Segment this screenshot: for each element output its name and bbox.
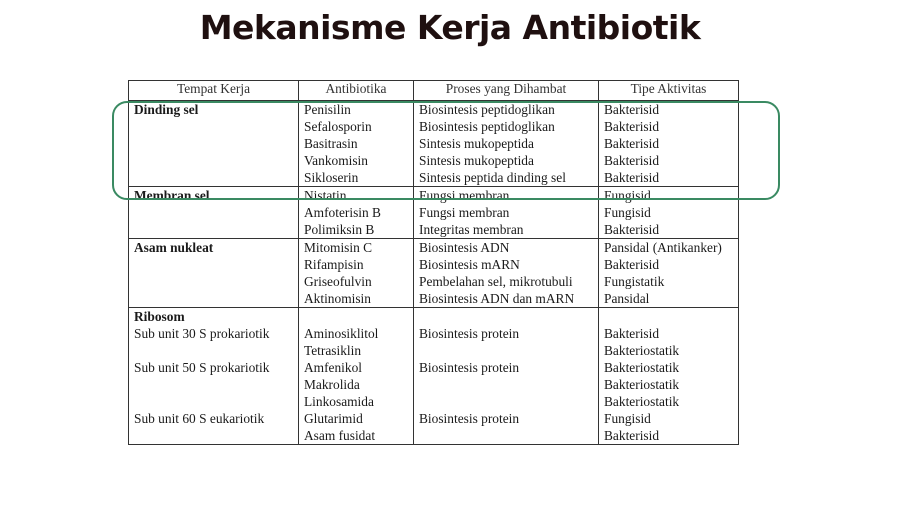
inhibited-process: Fungsi membran: [419, 188, 510, 203]
inhibited-process: [419, 393, 593, 410]
sub-unit-label: Sub unit 60 S eukariotik: [134, 411, 265, 426]
antibiotic-name: Linkosamida: [304, 394, 374, 409]
activity-cell: [599, 308, 739, 445]
activity-cell: [599, 187, 739, 239]
process-cell: [414, 101, 599, 187]
activity-type: Bakterisid: [604, 153, 660, 168]
inhibited-process: Biosintesis protein: [419, 326, 520, 341]
inhibited-process: Biosintesis protein: [419, 360, 520, 375]
inhibited-process: Biosintesis protein: [419, 411, 520, 426]
antibiotic-name: Basitrasin: [304, 136, 358, 151]
inhibited-process: Fungsi membran: [419, 205, 510, 220]
antibiotic-cell: [299, 101, 414, 187]
antibiotic-name: Rifampisin: [304, 257, 364, 272]
sub-unit-label: [134, 342, 293, 359]
header-tipe-aktivitas: Tipe Aktivitas: [599, 81, 739, 101]
antibiotic-name: Sikloserin: [304, 170, 359, 185]
activity-type: Fungisid: [604, 411, 651, 426]
antibiotic-cell: [299, 239, 414, 308]
header-tempat-kerja: Tempat Kerja: [129, 81, 299, 101]
antibiotic-name: Tetrasiklin: [304, 343, 362, 358]
process-cell: [414, 308, 599, 445]
antibiotic-name: Vankomisin: [304, 153, 368, 168]
activity-type: Bakterisid: [604, 222, 660, 237]
table-group-row: [129, 308, 739, 445]
activity-type: Bakteriostatik: [604, 377, 680, 392]
inhibited-process: Sintesis mukopeptida: [419, 153, 534, 168]
activity-type: Bakteriostatik: [604, 394, 680, 409]
antibiotic-name: Amfenikol: [304, 360, 363, 375]
activity-type: Bakterisid: [604, 257, 660, 272]
inhibited-process: Biosintesis mARN: [419, 257, 520, 272]
site-cell: [129, 308, 299, 445]
table-group-row: [129, 239, 739, 308]
inhibited-process: Biosintesis ADN dan mARN: [419, 291, 575, 306]
activity-type: Pansidal (Antikanker): [604, 240, 722, 255]
activity-type: Bakterisid: [604, 326, 660, 341]
activity-type: Fungisid: [604, 188, 651, 203]
antibiotic-name: Nistatin: [304, 188, 347, 203]
inhibited-process: [419, 427, 593, 444]
activity-cell: [599, 101, 739, 187]
inhibited-process: Biosintesis peptidoglikan: [419, 102, 555, 117]
sub-unit-label: Sub unit 50 S prokariotik: [134, 360, 270, 375]
table-header-row: [129, 81, 739, 101]
antibiotic-name: Makrolida: [304, 377, 360, 392]
activity-type: Bakterisid: [604, 170, 660, 185]
activity-type: Fungisid: [604, 205, 651, 220]
antibiotic-name: Griseofulvin: [304, 274, 372, 289]
sub-unit-label: Sub unit 30 S prokariotik: [134, 326, 270, 341]
inhibited-process: [419, 376, 593, 393]
antibiotic-name: Aminosiklitol: [304, 326, 379, 341]
activity-type: Bakterisid: [604, 102, 660, 117]
sub-unit-label: [134, 393, 293, 410]
inhibited-process: [419, 342, 593, 359]
antibiotic-name: Asam fusidat: [304, 428, 376, 443]
site-cell: [129, 239, 299, 308]
inhibited-process: Pembelahan sel, mikrotubuli: [419, 274, 573, 289]
site-name: Ribosom: [134, 309, 185, 324]
antibiotic-cell: [299, 187, 414, 239]
antibiotic-name: Glutarimid: [304, 411, 363, 426]
antibiotic-name: Mitomisin C: [304, 240, 373, 255]
table-group-row: [129, 187, 739, 239]
activity-type: Bakteriostatik: [604, 343, 680, 358]
antibiotic-name: Sefalosporin: [304, 119, 372, 134]
antibiotic-mechanism-table: [128, 80, 739, 445]
inhibited-process: Biosintesis ADN: [419, 240, 510, 255]
activity-type: Bakterisid: [604, 136, 660, 151]
antibiotic-cell: [299, 308, 414, 445]
site-name: Membran sel: [134, 188, 210, 203]
antibiotic-name: Polimiksin B: [304, 222, 375, 237]
site-name: Asam nukleat: [134, 240, 214, 255]
activity-type: Bakteriostatik: [604, 360, 680, 375]
header-proses: Proses yang Dihambat: [414, 81, 599, 101]
table-group-row: [129, 101, 739, 187]
antibiotic-name: Penisilin: [304, 102, 351, 117]
antibiotic-name: Aktinomisin: [304, 291, 371, 306]
sub-unit-label: [134, 376, 293, 393]
inhibited-process: Sintesis mukopeptida: [419, 136, 534, 151]
process-cell: [414, 187, 599, 239]
slide-title: Mekanisme Kerja Antibiotik: [199, 8, 701, 47]
activity-type: Bakterisid: [604, 119, 660, 134]
sub-unit-label: [134, 427, 293, 444]
activity-type: Pansidal: [604, 291, 650, 306]
inhibited-process: Sintesis peptida dinding sel: [419, 170, 566, 185]
inhibited-process: Integritas membran: [419, 222, 524, 237]
site-cell: [129, 187, 299, 239]
site-cell: [129, 101, 299, 187]
activity-cell: [599, 239, 739, 308]
activity-type: Fungistatik: [604, 274, 665, 289]
process-cell: [414, 239, 599, 308]
table-body: [129, 101, 739, 445]
antibiotic-name: Amfoterisin B: [304, 205, 381, 220]
inhibited-process: Biosintesis peptidoglikan: [419, 119, 555, 134]
site-name: Dinding sel: [134, 102, 199, 117]
header-antibiotika: Antibiotika: [299, 81, 414, 101]
activity-type: Bakterisid: [604, 428, 660, 443]
